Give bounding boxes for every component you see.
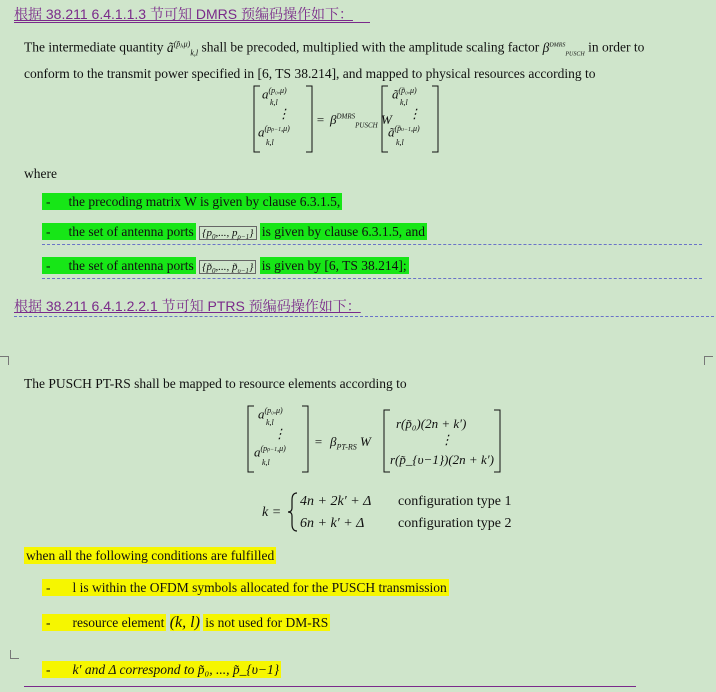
dmrs-bullet-2-text-b: is given by clause 6.3.1.5, and (261, 224, 425, 239)
eq1-lhs-top-sub: k,l (270, 98, 278, 107)
ptrs-bullet-2 (42, 614, 330, 632)
para1-text-c: in order to (588, 39, 645, 55)
eq3-row1-label: configuration type 1 (398, 494, 512, 509)
heading-dmrs-text: 根据 38.211 6.4.1.1.3 节可知 DMRS 预编码操作如下： (14, 6, 353, 22)
ptrs-bullet-2-kl: (k, l) (169, 614, 200, 631)
ptrs-bullet-1-dash: - (42, 579, 55, 596)
dmrs-bullet-3-dash: - (42, 257, 55, 274)
eq1-lhs-bot: $a^{(p\rho-1,\mu)}$ (258, 124, 290, 140)
corner-mark-left (0, 356, 9, 365)
eq2-beta: $\beta_{PT-RS}$ W (330, 434, 371, 452)
eq1-equals: = (316, 112, 325, 127)
ptrs-bullet-2-text-a: resource element (55, 614, 167, 631)
eq1-rhs-vdots: ⋮ (408, 106, 421, 121)
dmrs-bullet-1 (42, 194, 342, 210)
eq2-lhs-top: $a^{(p_0,\mu)}$ (258, 406, 283, 422)
para1-text-a: The intermediate quantity (24, 39, 164, 55)
dmrs-bullet-2-text-a: the set of antenna ports (55, 223, 196, 240)
corner-mark-bottom-left (10, 650, 19, 659)
ptrs-bullet-3-dash: - (42, 661, 55, 678)
dmrs-bullet-1-text: the precoding matrix W is given by clause 6.3.1.5, (55, 193, 343, 210)
ptrs-paragraph: The PUSCH PT-RS shall be mapped to resource elements according to (24, 376, 407, 391)
eq3-row2-label: configuration type 2 (398, 516, 512, 531)
eq1-rhs-bot-sub: k,l (396, 138, 404, 147)
eq1-lhs-vdots: ⋮ (277, 106, 290, 121)
eq1-rhs-top: $ã^{(p̃_0,\mu)}$ (392, 86, 417, 102)
where-label: where (24, 166, 57, 181)
dmrs-paragraph (24, 34, 704, 84)
eq1-rhs-bot: $ã^{(p̃\upsilon-1,\mu)}$ (388, 124, 420, 140)
dashed-separator-3 (14, 316, 714, 317)
ptrs-bullet-3 (42, 662, 281, 678)
antenna-port-set-1: {$p_0$,..., $p_{\rho-1}$} (199, 226, 256, 240)
eq2-lhs-vdots: ⋮ (273, 426, 286, 441)
para1-text-b: shall be precoded, multiplied with the amplitude scaling factor (201, 39, 540, 55)
eq3-row1: 4n + 2k′ + Δ (300, 494, 372, 509)
intermediate-quantity: $ã^{(p̃ⱼ,\mu)}_{k,l}$ (166, 39, 199, 58)
eq2-lhs-bot-sub: k,l (262, 458, 270, 467)
heading-ptrs (14, 296, 361, 316)
dmrs-bullet-2 (42, 224, 427, 241)
ptrs-bullet-2-text-b: is not used for DM-RS (205, 615, 329, 630)
heading-underline (14, 22, 370, 23)
heading-ptrs-text: 根据 38.211 6.4.1.2.2.1 节可知 PTRS 预编码操作如下： (14, 298, 361, 314)
dashed-separator-1 (42, 244, 702, 245)
eq2-r-bot: r(p̃_{υ−1})(2n + k′) (390, 452, 494, 467)
dmrs-bullet-3 (42, 258, 409, 275)
heading-dmrs (14, 4, 353, 24)
ptrs-bullet-1 (42, 580, 449, 596)
eq1-lhs-top: $a^{(p_0,\mu)}$ (262, 86, 287, 102)
eq2-rhs-vdots: ⋮ (440, 432, 453, 447)
eq3-brace (286, 492, 300, 532)
ptrs-bullet-1-text: l is within the OFDM symbols allocated for the PUSCH transmission (55, 579, 449, 596)
eq2-r-top: r(p̃₀)(2n + k′) (396, 416, 467, 431)
ptrs-bullet-2-dash: - (42, 614, 55, 631)
para1-text-line2: conform to the transmit power specified in [6, TS 38.214], and mapped to physical resources according to (24, 66, 596, 82)
bottom-rule (24, 686, 636, 687)
eq3-row2: 6n + k′ + Δ (300, 516, 365, 531)
ptrs-bullet-3-text: k′ and Δ correspond to p̃₀, ..., p̃_{υ−1} (55, 661, 282, 678)
eq1-rhs-top-sub: k,l (400, 98, 408, 107)
dmrs-bullet-3-text-b: is given by [6, TS 38.214]; (261, 258, 407, 273)
dashed-separator-2 (42, 278, 702, 279)
corner-mark-right (704, 356, 713, 365)
eq1-beta: $\beta^{DMRS}_{PUSCH}$ W (330, 112, 392, 130)
dmrs-bullet-2-dash: - (42, 223, 55, 240)
beta-dmrs-inline: $\beta^{DMRS}_{PUSCH}$ (542, 39, 585, 58)
dmrs-bullet-3-text-a: the set of antenna ports (55, 257, 196, 274)
eq3-lhs: k = (262, 505, 282, 520)
antenna-port-set-2: {$p̃_0$,..., $p̃_{\upsilon-1}$} (199, 260, 256, 274)
conditions-label (24, 548, 276, 564)
eq2-equals: = (314, 434, 323, 449)
eq2-lhs-bot: $a^{(p\rho-1,\mu)}$ (254, 444, 286, 460)
dmrs-bullet-1-dash: - (42, 193, 55, 210)
eq1-lhs-bot-sub: k,l (266, 138, 274, 147)
eq2-lhs-top-sub: k,l (266, 418, 274, 427)
conditions-label-text: when all the following conditions are fulfilled (26, 548, 275, 563)
